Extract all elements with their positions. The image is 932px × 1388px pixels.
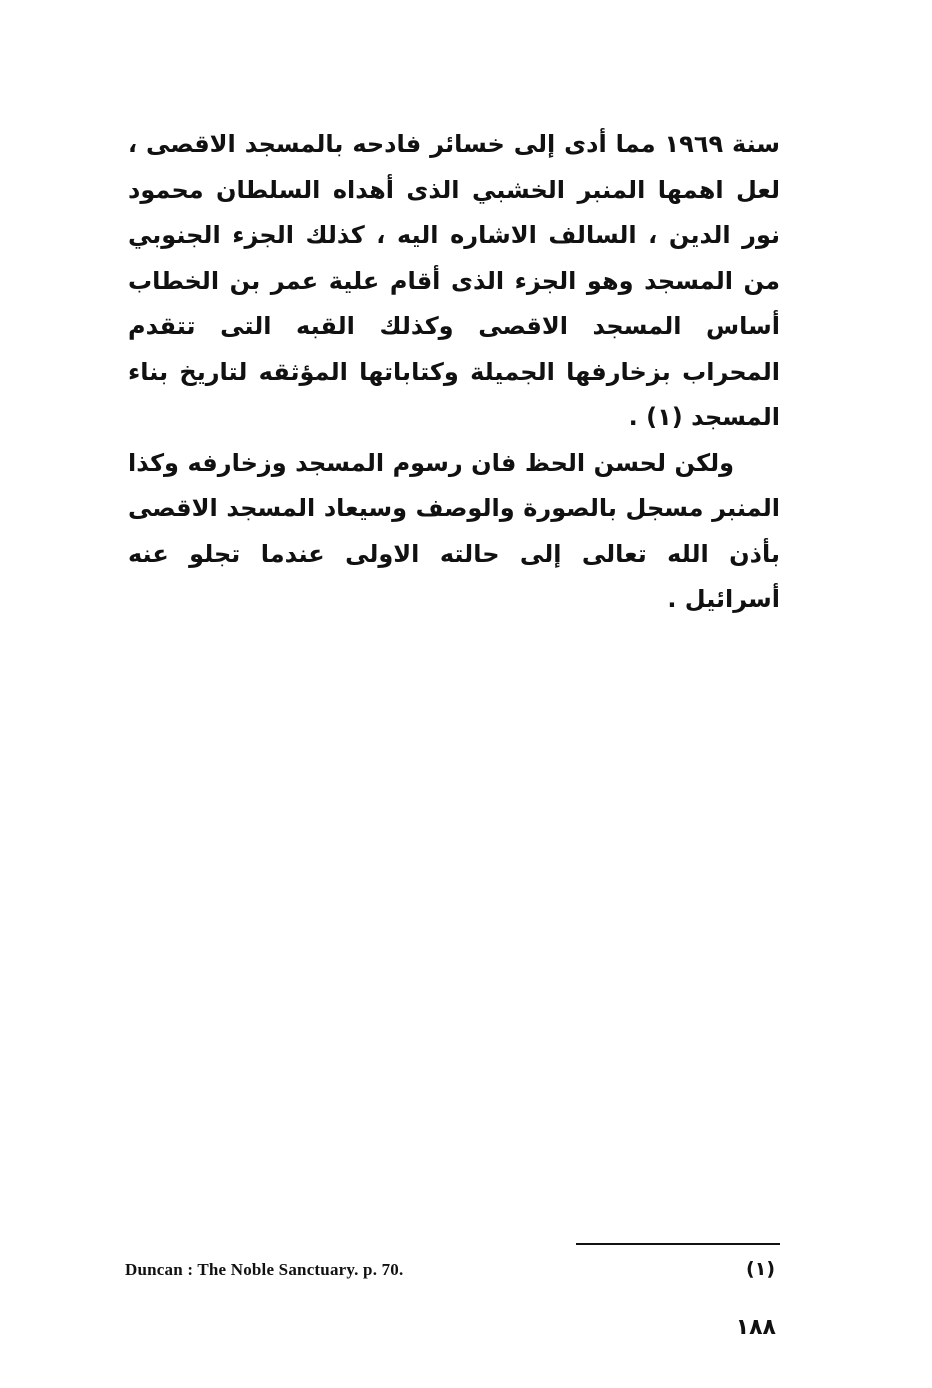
main-text (128, 122, 780, 623)
footnote-marker: (١) (746, 1258, 775, 1280)
paragraph-1: سنة ١٩٦٩ مما أدى إلى خسائر فادحه بالمسجد الاقصى ، لعل اهمها المنبر الخشبي الذى أهداه السلطان محمود نور الدين ، السالف الاشاره اليه ، كذلك الجزء الجنوبي من المسجد وهو الجزء الذى أقام علية عمر بن الخطاب أساس المسجد الاقصى وكذلك القبه التى تتقدم المحراب بزخارفها الجميلة وكتاباتها المؤثقه لتاريخ بناء المسجد (١) . (128, 130, 780, 431)
footnote (125, 1256, 775, 1286)
page-number: ١٨٨ (735, 1315, 776, 1340)
paragraph-2: ولكن لحسن الحظ فان رسوم المسجد وزخارفه وكذا المنبر مسجل بالصورة والوصف وسيعاد المسجد الاقصى بأذن الله تعالى إلى حالته الاولى عندما تجلو عنه أسرائيل . (128, 448, 780, 613)
footnote-divider (576, 1243, 780, 1245)
footnote-citation: Duncan : The Noble Sanctuary. p. 70. (125, 1260, 404, 1279)
